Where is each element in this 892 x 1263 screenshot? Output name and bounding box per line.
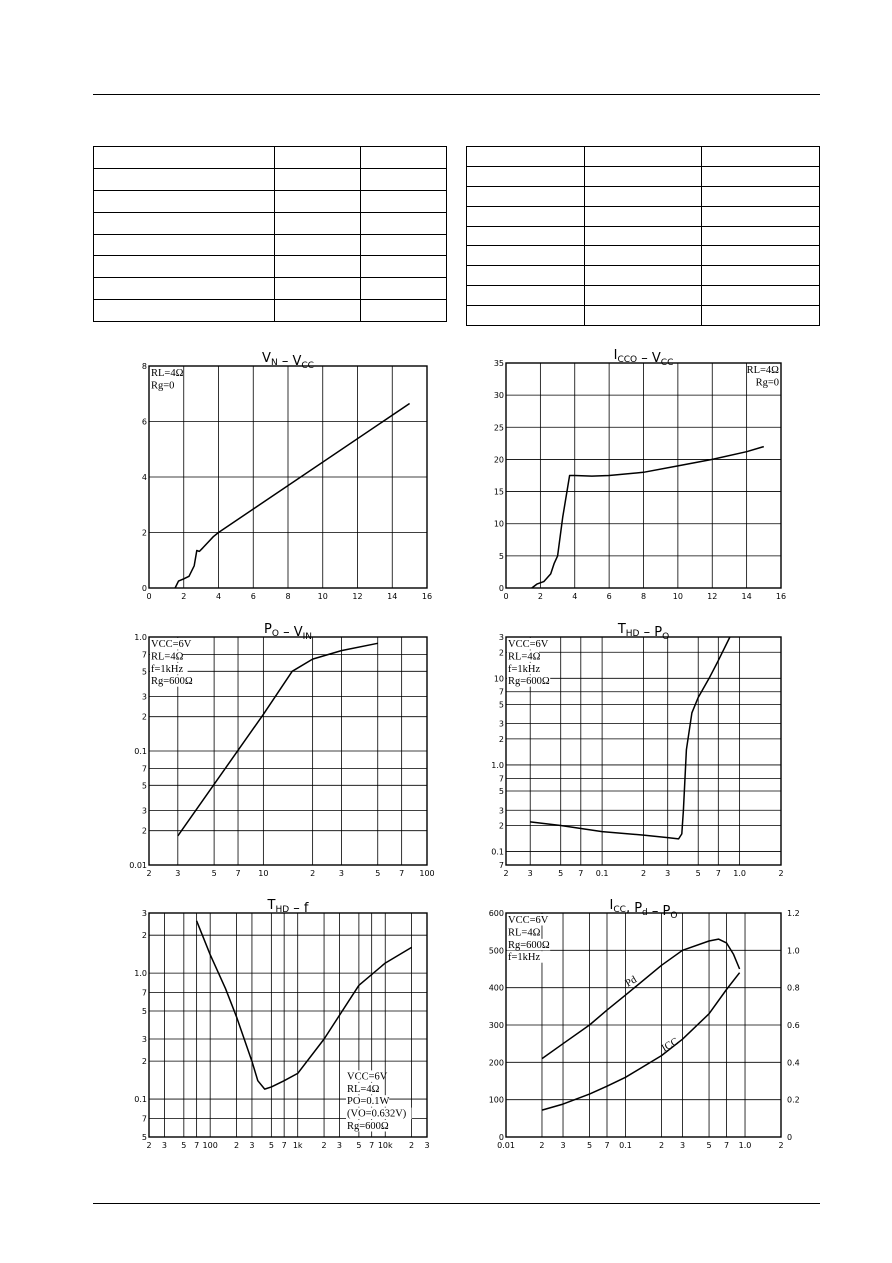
y-tick-label: 0.1 — [491, 847, 504, 857]
y2-tick-label: 0.6 — [787, 1021, 800, 1030]
y-tick-label: 30 — [493, 391, 504, 401]
y-tick-label: 500 — [488, 946, 504, 956]
y-tick-label: 2 — [141, 712, 147, 722]
x-tick-label: 2 — [778, 1141, 784, 1150]
x-tick-label: 1.0 — [733, 869, 746, 878]
x-tick-label: 1k — [292, 1141, 303, 1150]
y2-tick-label: 0.2 — [787, 1095, 800, 1105]
condition-text: RL=4Ω — [746, 365, 779, 376]
y-tick-label: 25 — [493, 423, 504, 433]
x-tick-label: 2 — [539, 1141, 545, 1150]
x-tick-label: 4 — [572, 592, 578, 601]
condition-text: (VO=0.632V) — [347, 1108, 407, 1120]
y-tick-label: 0 — [141, 584, 147, 593]
x-tick-label: 7 — [578, 869, 584, 878]
series-label: ICC — [659, 1036, 681, 1055]
condition-text: RL=4Ω — [151, 651, 184, 663]
y-tick-label: 7 — [498, 774, 504, 784]
x-tick-label: 2 — [640, 869, 647, 878]
x-tick-label: 5 — [268, 1141, 274, 1150]
x-tick-label: 3 — [679, 1141, 686, 1150]
y-tick-label: 7 — [141, 988, 147, 998]
y2-tick-label: 1.0 — [787, 946, 800, 956]
x-tick-label: 2 — [503, 869, 509, 878]
x-tick-label: 5 — [356, 1141, 362, 1150]
y-tick-label: 2 — [498, 648, 504, 658]
x-tick-label: 12 — [707, 592, 718, 601]
x-tick-label: 100 — [419, 869, 435, 878]
x-tick-label: 5 — [706, 1141, 712, 1150]
y-tick-label: 0.1 — [134, 747, 147, 756]
x-tick-label: 0 — [503, 592, 509, 601]
x-tick-label: 6 — [606, 592, 612, 601]
y2-tick-label: 0 — [787, 1133, 793, 1142]
x-tick-label: 0 — [146, 592, 152, 601]
y-tick-label: 3 — [141, 692, 147, 702]
curve-icc — [542, 973, 740, 1110]
x-tick-label: 5 — [695, 869, 701, 878]
y-tick-label: 3 — [141, 806, 147, 816]
y-tick-label: 0.01 — [129, 861, 147, 870]
y-tick-label: 100 — [488, 1095, 504, 1105]
y-tick-label: 2 — [141, 528, 147, 538]
y2-tick-label: 0.8 — [787, 983, 800, 993]
x-tick-label: 12 — [352, 592, 363, 601]
chart-title: $I_{CCO} - V_{CC}$ — [613, 348, 674, 368]
x-tick-label: 7 — [604, 1141, 610, 1150]
x-tick-label: 10 — [258, 869, 269, 878]
x-tick-label: 2 — [409, 1141, 415, 1150]
x-tick-label: 14 — [741, 592, 752, 601]
condition-text: Rg=0 — [151, 380, 175, 392]
x-tick-label: 2 — [321, 1141, 327, 1150]
y-tick-label: 300 — [488, 1021, 504, 1030]
condition-text: Rg=600Ω — [508, 676, 550, 688]
x-tick-label: 5 — [211, 869, 217, 878]
x-tick-label: 4 — [215, 592, 222, 601]
x-tick-label: 2 — [310, 869, 316, 878]
chart-title: $T_{HD} - P_O$ — [617, 622, 670, 642]
chart-title: $T_{HD}$ – f — [267, 898, 309, 916]
y-tick-label: 5 — [141, 781, 147, 791]
y-tick-label: 10 — [493, 519, 504, 529]
y-tick-label: 2 — [498, 734, 504, 744]
x-tick-label: 8 — [640, 592, 647, 601]
x-tick-label: 5 — [181, 1141, 187, 1150]
condition-text: RL=4Ω — [347, 1083, 380, 1095]
x-tick-label: 10k — [377, 1141, 393, 1150]
y-tick-label: 200 — [488, 1058, 504, 1068]
y-tick-label: 600 — [488, 909, 504, 918]
y2-tick-label: 0.4 — [787, 1058, 800, 1068]
y-tick-label: 7 — [141, 650, 147, 660]
y-tick-label: 15 — [493, 487, 504, 497]
y-tick-label: 35 — [493, 359, 504, 368]
x-tick-label: 2 — [146, 1141, 152, 1150]
condition-text: Rg=0 — [755, 377, 779, 389]
y-tick-label: 2 — [141, 826, 147, 836]
y-tick-label: 7 — [141, 764, 147, 774]
x-tick-label: 6 — [250, 592, 256, 601]
y-tick-label: 4 — [141, 473, 147, 482]
condition-text: Rg=600Ω — [347, 1121, 389, 1132]
y-tick-label: 3 — [141, 909, 147, 918]
condition-text: f=1kHz — [508, 952, 541, 964]
y-tick-label: 1.0 — [134, 633, 147, 642]
x-tick-label: 3 — [175, 869, 181, 878]
condition-text: PO=0.1W — [347, 1096, 390, 1108]
condition-text: Rg=600Ω — [151, 676, 193, 688]
x-tick-label: 3 — [336, 1141, 343, 1150]
y-tick-label: 5 — [141, 1133, 147, 1142]
y-tick-label: 2 — [141, 1057, 147, 1067]
x-tick-label: 2 — [233, 1141, 240, 1150]
chart-title: $P_O - V_{IN}$ — [264, 622, 312, 642]
x-tick-label: 14 — [387, 592, 398, 601]
y-tick-label: 20 — [493, 455, 504, 465]
y-tick-label: 0.1 — [134, 1095, 147, 1105]
x-tick-label: 3 — [665, 869, 671, 878]
x-tick-label: 7 — [281, 1141, 287, 1150]
y-tick-label: 7 — [141, 1114, 147, 1124]
condition-text: RL=4Ω — [508, 927, 541, 939]
x-tick-label: 16 — [421, 592, 433, 601]
x-tick-label: 5 — [375, 869, 381, 878]
curve-pd — [542, 939, 740, 1059]
x-tick-label: 7 — [369, 1141, 375, 1150]
x-tick-label: 10 — [672, 592, 683, 601]
x-tick-label: 2 — [778, 869, 784, 878]
y2-tick-label: 1.2 — [787, 909, 800, 918]
condition-text: Rg=600Ω — [508, 939, 550, 951]
x-tick-label: 5 — [558, 869, 564, 878]
x-tick-label: 16 — [775, 592, 787, 601]
x-tick-label: 0.01 — [497, 1141, 515, 1150]
x-tick-label: 7 — [194, 1141, 200, 1150]
x-tick-label: 7 — [399, 869, 405, 878]
condition-text: VCC=6V — [508, 915, 549, 926]
x-tick-label: 3 — [424, 1141, 430, 1150]
condition-text: VCC=6V — [151, 639, 192, 650]
y-tick-label: 0 — [498, 1133, 504, 1142]
x-tick-label: 1.0 — [738, 1141, 752, 1150]
y-tick-label: 3 — [498, 806, 504, 816]
condition-text: f=1kHz — [151, 663, 184, 675]
chart-title: $V_N - V_{CC}$ — [262, 351, 314, 371]
condition-text: RL=4Ω — [508, 651, 541, 663]
condition-text: VCC=6V — [508, 639, 549, 650]
y-tick-label: 3 — [498, 719, 504, 729]
y-tick-label: 5 — [498, 787, 504, 797]
condition-text: f=1kHz — [508, 663, 541, 675]
y-tick-label: 8 — [141, 362, 147, 371]
x-tick-label: 3 — [527, 869, 533, 878]
condition-text: VCC=6V — [347, 1071, 388, 1083]
y-tick-label: 5 — [141, 667, 147, 677]
x-tick-label: 3 — [338, 869, 344, 878]
y-tick-label: 1.0 — [491, 760, 504, 770]
y-tick-label: 0 — [498, 584, 504, 593]
y-tick-label: 400 — [488, 983, 504, 993]
y-tick-label: 7 — [498, 687, 504, 697]
y-tick-label: 5 — [498, 551, 504, 561]
x-tick-label: 7 — [235, 869, 241, 878]
y-tick-label: 2 — [141, 931, 147, 941]
x-tick-label: 2 — [146, 869, 152, 878]
y-tick-label: 3 — [498, 633, 504, 642]
x-tick-label: 100 — [202, 1141, 218, 1150]
x-tick-label: 3 — [560, 1141, 566, 1150]
x-tick-label: 7 — [723, 1141, 730, 1150]
x-tick-label: 8 — [285, 592, 291, 601]
x-tick-label: 5 — [586, 1141, 593, 1150]
x-tick-label: 3 — [161, 1141, 167, 1150]
x-tick-label: 0.1 — [619, 1141, 632, 1150]
y-tick-label: 3 — [141, 1034, 147, 1044]
condition-text: RL=4Ω — [151, 368, 184, 379]
y-tick-label: 1.0 — [134, 969, 147, 979]
y-tick-label: 10 — [493, 674, 504, 684]
x-tick-label: 2 — [181, 592, 187, 601]
y-tick-label: 6 — [141, 417, 147, 427]
x-tick-label: 10 — [317, 592, 328, 601]
y-tick-label: 7 — [498, 861, 504, 870]
x-tick-label: 2 — [537, 592, 543, 601]
series-label: Pd — [623, 974, 639, 990]
y-tick-label: 2 — [498, 821, 504, 831]
x-tick-label: 3 — [249, 1141, 255, 1150]
x-tick-label: 0.1 — [595, 869, 609, 878]
y-tick-label: 5 — [141, 1007, 147, 1017]
chart-title: $I_{CC}$, $P_d - P_O$ — [609, 898, 678, 921]
x-tick-label: 2 — [658, 1141, 665, 1150]
x-tick-label: 7 — [715, 869, 721, 878]
y-tick-label: 5 — [498, 700, 504, 710]
